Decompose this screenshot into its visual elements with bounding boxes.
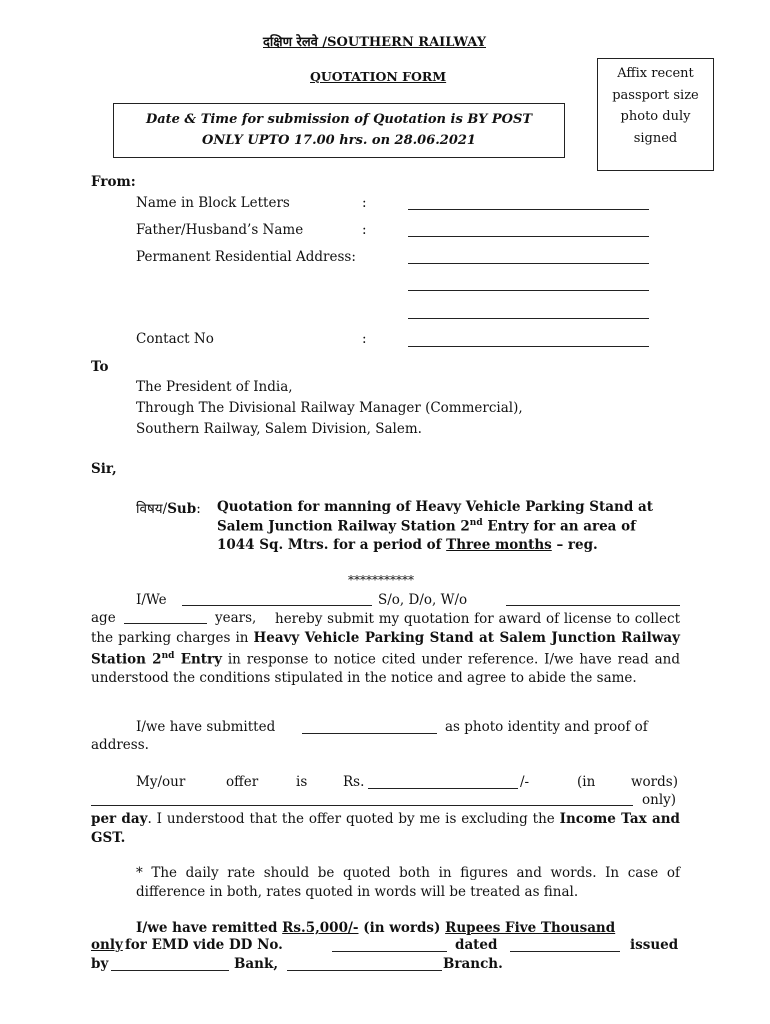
emd-line-1 — [91, 919, 680, 938]
para1-sup: nd — [161, 651, 175, 661]
income-tax-gst: Income Tax and GST. — [91, 811, 680, 846]
from-heading: From: — [91, 174, 136, 190]
to-line-3: Southern Railway, Salem Division, Salem. — [136, 421, 422, 437]
emd-only: only — [91, 937, 123, 953]
contact-colon: : — [362, 331, 367, 347]
emd-amount-words: Rupees Five Thousand — [445, 920, 616, 936]
para3-words: words) — [631, 774, 678, 790]
para3-only: only) — [642, 792, 677, 808]
deadline-box — [113, 103, 565, 158]
para3-myour: My/our — [136, 774, 186, 790]
para2-post: as photo identity and proof of — [445, 719, 648, 735]
age-label: age — [91, 610, 116, 626]
subject-line-2-b: Entry for an area of — [482, 518, 636, 535]
para3-dash: /- — [520, 774, 530, 790]
para3-body — [91, 810, 680, 847]
emd-dated-label: dated — [455, 937, 498, 953]
per-day: per day — [91, 811, 148, 827]
subject-line-2-a: Salem Junction Railway Station 2 — [217, 518, 470, 535]
para3-is: is — [296, 774, 308, 790]
form-title: QUOTATION FORM — [310, 69, 447, 84]
dd-date-blank[interactable] — [510, 951, 620, 952]
subject-line-2-sup: nd — [469, 518, 483, 528]
emd-text-b: (in words) — [358, 920, 446, 936]
to-heading: To — [91, 359, 109, 375]
para3-text: . I understood that the offer quoted by me is excluding the — [147, 811, 560, 827]
photo-box-line: passport size — [612, 87, 699, 103]
rate-note: * The daily rate should be quoted both in figures and words. In case of difference in both, rates quoted in words will be treated as final. — [136, 865, 680, 900]
subject-line-2 — [217, 518, 636, 535]
address-label: Permanent Residential Address: — [136, 249, 356, 265]
emd-by-label: by — [91, 956, 109, 972]
para3-offer: offer — [226, 774, 259, 790]
iwe-label: I/We — [136, 592, 167, 608]
subject-line-3-a: 1044 Sq. Mtrs. for a period of — [217, 537, 447, 553]
dd-number-blank[interactable] — [332, 951, 447, 952]
subject-prefix — [136, 499, 201, 517]
para1-bold: Heavy Vehicle Parking Stand at Salem Junction Railway Station 2 — [91, 629, 680, 668]
emd-dd-label: for EMD vide DD No. — [125, 937, 283, 953]
father-husband-field[interactable] — [408, 236, 649, 237]
to-line-2: Through The Divisional Railway Manager (Commercial), — [136, 400, 523, 416]
offer-amount-blank[interactable] — [368, 788, 518, 789]
subject-colon: : — [196, 501, 201, 517]
relation-name-blank[interactable] — [506, 605, 680, 606]
relation-label: S/o, D/o, W/o — [378, 592, 468, 608]
deadline-line-1: Date & Time for submission of Quotation is BY POST — [145, 112, 533, 127]
address-field-line-2[interactable] — [408, 290, 649, 291]
salutation: Sir, — [91, 461, 117, 477]
subject-line-3-b: – reg. — [551, 537, 598, 553]
para2-end: address. — [91, 737, 149, 753]
photo-box-line: signed — [633, 130, 678, 146]
subject-hindi: विषय/ — [136, 501, 168, 517]
para3-rs: Rs. — [343, 774, 365, 790]
emd-branch-label: Branch. — [443, 956, 503, 972]
address-field-line-1[interactable] — [408, 263, 649, 264]
name-colon: : — [362, 195, 367, 211]
para1-body — [91, 610, 680, 688]
contact-field[interactable] — [408, 346, 649, 347]
photo-id-blank[interactable] — [302, 733, 437, 734]
bank-name-blank[interactable] — [111, 970, 229, 971]
photo-box — [597, 58, 714, 171]
deadline-line-2: ONLY UPTO 17.00 hrs. on 28.06.2021 — [202, 133, 476, 148]
para3-in: (in — [577, 774, 596, 790]
subject-line-3 — [217, 537, 598, 553]
applicant-name-blank[interactable] — [182, 605, 372, 606]
years-label: years, — [215, 610, 257, 626]
address-field-line-3[interactable] — [408, 318, 649, 319]
subject-line-1: Quotation for manning of Heavy Vehicle Parking Stand at — [217, 499, 653, 515]
subject-period: Three months — [446, 537, 552, 553]
to-line-1: The President of India, — [136, 379, 293, 395]
emd-text-a: I/we have remitted — [136, 920, 283, 936]
emd-bank-label: Bank, — [234, 956, 279, 972]
name-label: Name in Block Letters — [136, 195, 290, 211]
contact-label: Contact No — [136, 331, 214, 347]
separator: *********** — [348, 573, 414, 587]
photo-box-line: Affix recent — [617, 66, 694, 81]
subject-sub-label: Sub — [167, 501, 197, 517]
para2-pre: I/we have submitted — [136, 719, 276, 735]
para1-text-a: hereby submit my quotation for award of license to collect the parking charges in — [91, 611, 680, 646]
emd-amount: Rs.5,000/- — [282, 920, 359, 936]
emd-issued-label: issued — [630, 937, 679, 953]
father-husband-label: Father/Husband’s Name — [136, 222, 304, 238]
father-husband-colon: : — [362, 222, 367, 238]
org-title: दक्षिण रेलवे /SOUTHERN RAILWAY — [263, 35, 486, 50]
photo-box-line: photo duly — [620, 109, 691, 124]
name-field[interactable] — [408, 209, 649, 210]
branch-name-blank[interactable] — [287, 970, 442, 971]
para1-bold-end: Entry — [174, 651, 222, 668]
para1-text-b: in response to notice cited under reference. I/we have read and understood the conditions stipulated in the notice and agree to abide the same. — [91, 651, 680, 686]
offer-words-blank[interactable] — [91, 805, 633, 806]
